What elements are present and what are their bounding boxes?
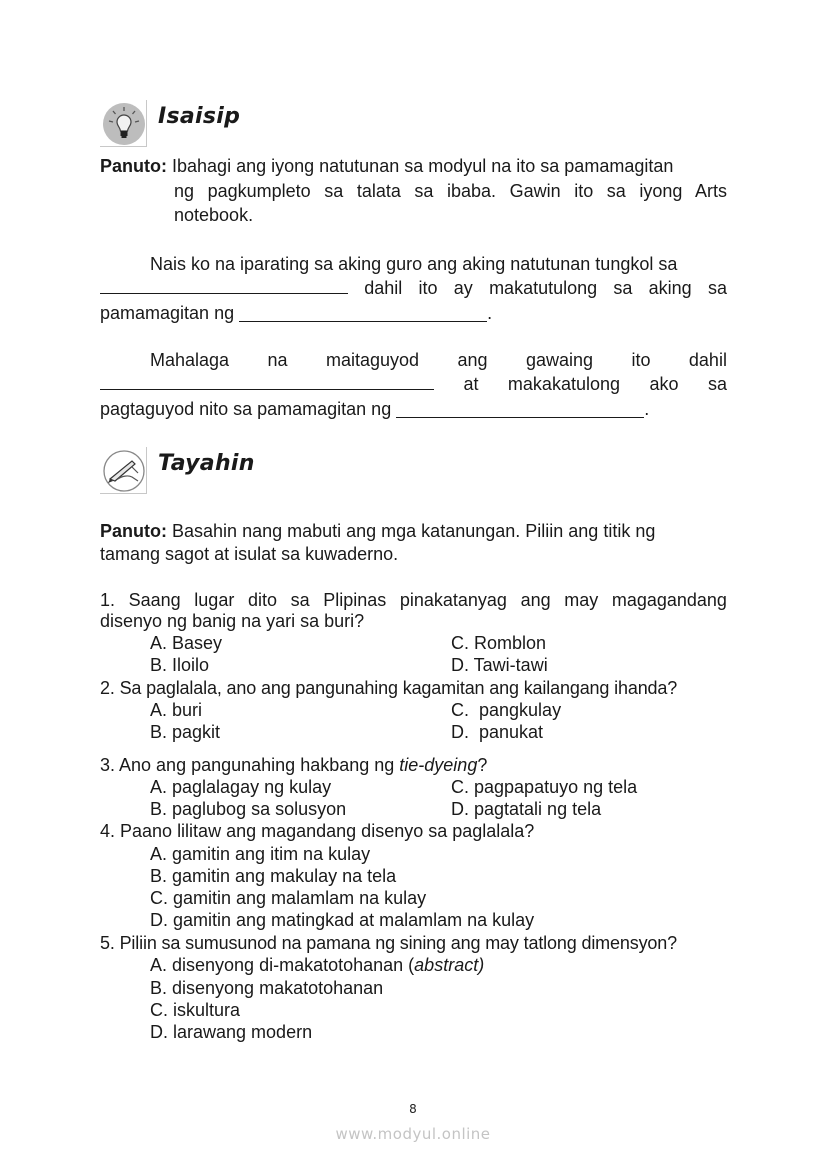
lightbulb-icon [100,100,147,147]
choice-4a[interactable]: A. gamitin ang itim na kulay [150,844,371,864]
paragraph2-line1: Mahalaga na maitaguyod ang gawaing ito dahil [150,350,727,370]
fill-in-blank-4[interactable] [396,401,644,418]
pen-writing-icon [100,447,147,494]
page-number: 8 [409,1102,417,1116]
choice-4b[interactable]: B. gamitin ang makulay na tela [150,866,397,886]
choice-3d[interactable]: D. pagtatali ng tela [451,799,602,819]
choice-5d[interactable]: D. larawang modern [150,1022,313,1042]
paragraph1-line1: Nais ko na iparating sa aking guro ang aking natutunan tungkol sa [150,254,678,274]
choice-5b[interactable]: B. disenyong makatotohanan [150,978,384,998]
isaisip-header [100,100,300,150]
choice-2c[interactable]: C. pangkulay [451,700,562,720]
section-title-tayahin: Tayahin [158,451,255,476]
panuto-text: Ibahagi ang iyong natutunan sa modyul na ito sa pamamagitan [172,156,674,176]
choice-1b[interactable]: B. Iloilo [150,655,210,675]
choice-3a[interactable]: A. paglalagay ng kulay [150,777,332,797]
paragraph1-line2: dahil ito ay makatutulong sa aking sa [100,277,727,299]
paragraph2-line3: pagtaguyod nito sa pamamagitan ng . [100,399,650,419]
choice-5a[interactable]: A. disenyong di-makatotohanan (abstract) [150,955,485,975]
choice-3b[interactable]: B. paglubog sa solusyon [150,799,347,819]
isaisip-panuto-line1 [100,155,727,177]
choice-2d[interactable]: D. panukat [451,722,544,742]
tayahin-header [100,447,300,497]
choice-4d[interactable]: D. gamitin ang matingkad at malamlam na kulay [150,910,535,930]
tayahin-panuto-line2: tamang sagot at isulat sa kuwaderno. [100,544,399,564]
fill-in-blank-2[interactable] [239,305,487,322]
choice-1d[interactable]: D. Tawi-tawi [451,655,548,675]
question-3-text: 3. Ano ang pangunahing hakbang ng tie-dyeing? [100,755,488,775]
choice-2a[interactable]: A. buri [150,700,203,720]
isaisip-panuto-line3: notebook. [174,205,254,225]
section-title-isaisip: Isaisip [158,104,241,129]
question-1-line1: 1. Saang lugar dito sa Plipinas pinakatanyag ang may magagandang [100,590,727,610]
choice-1c[interactable]: C. Romblon [451,633,547,653]
isaisip-panuto-line2: ng pagkumpleto sa talata sa ibaba. Gawin ito sa iyong Arts [174,181,727,201]
question-1-line2: disenyo ng banig na yari sa buri? [100,611,365,631]
watermark-url: www.modyul.online [335,1125,491,1143]
choice-4c[interactable]: C. gamitin ang malamlam na kulay [150,888,427,908]
choice-2b[interactable]: B. pagkit [150,722,221,742]
tayahin-panuto-line1 [100,520,727,542]
fill-in-blank-3[interactable] [100,373,434,390]
panuto-text: Basahin nang mabuti ang mga katanungan. Piliin ang titik ng [172,521,656,541]
question-4-text: 4. Paano lilitaw ang magandang disenyo sa paglalala? [100,821,535,841]
question-2-text: 2. Sa paglalala, ano ang pangunahing kagamitan ang kailangang ihanda? [100,678,678,698]
choice-1a[interactable]: A. Basey [150,633,223,653]
paragraph1-line3: pamamagitan ng . [100,303,493,323]
choice-3c[interactable]: C. pagpapatuyo ng tela [451,777,638,797]
panuto-label: Panuto: [100,156,167,176]
fill-in-blank-1[interactable] [100,277,348,294]
choice-5c[interactable]: C. iskultura [150,1000,241,1020]
paragraph2-line2: at makakatulong ako sa [100,373,727,395]
question-5-text: 5. Piliin sa sumusunod na pamana ng sining ang may tatlong dimensyon? [100,933,678,953]
panuto-label: Panuto: [100,521,167,541]
